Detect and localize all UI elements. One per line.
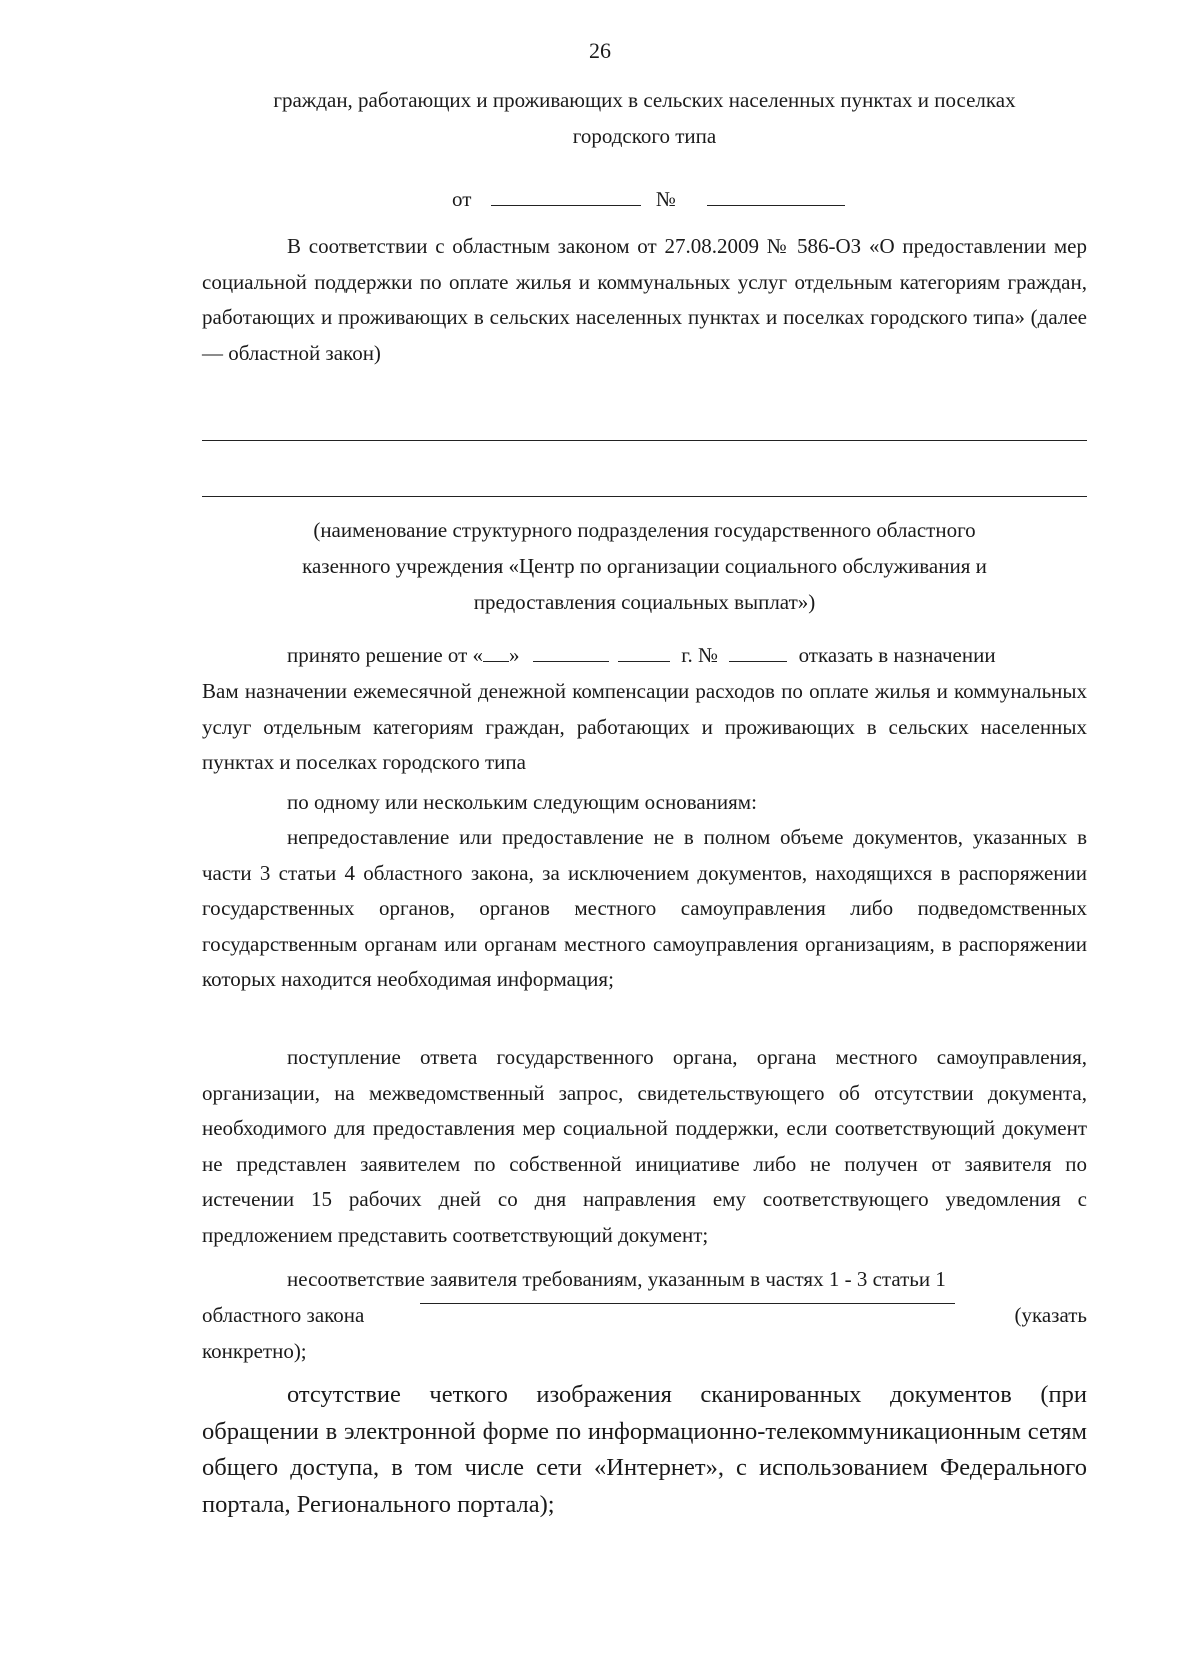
fill-line-1: [202, 440, 1087, 441]
decision-text-4: отказать в назначении: [798, 643, 996, 667]
number-blank: [707, 187, 845, 206]
ground-item-4: отсутствие четкого изображения сканированных документов (при обращении в электронной форме по информационно-телекоммуникационным сетям общего доступа, в том числе сети «Интернет», с использованием Федерального портала, Регионального портала);: [202, 1381, 1087, 1518]
month-blank: [533, 643, 609, 662]
caption-line-2: казенного учреждения «Центр по организации социального обслуживания и: [302, 554, 987, 578]
from-label: от: [452, 187, 472, 211]
ground-3-label: областного закона: [202, 1303, 365, 1327]
page-number: 26: [589, 38, 611, 63]
date-blank: [491, 187, 641, 206]
ground-3-tail: конкретно);: [202, 1339, 307, 1363]
intro-paragraph: В соответствии с областным законом от 27.08.2009 № 586-ОЗ «О предоставлении мер социальной поддержки по оплате жилья и коммунальных услуг отдельным категориям граждан, работающих и проживающих в сельских населенных пунктах и поселках городского типа» (далее — областной закон): [202, 234, 1087, 365]
ground-item-1: непредоставление или предоставление не в полном объеме документов, указанных в части 3 статьи 4 областного закона, за исключением документов, находящихся в распоряжении государственных органов, органов местного самоуправления либо подведомственных государственным органам или органам местного самоуправления организациям, в распоряжении которых находится необходимая информация;: [202, 825, 1087, 991]
ground-item-3-line-1: несоответствие заявителя требованиям, указанным в частях 1 - 3 статьи 1: [287, 1267, 946, 1291]
decision-continuation: Вам назначении ежемесячной денежной компенсации расходов по оплате жилья и коммунальных услуг отдельным категориям граждан, работающих и проживающих в сельских населенных пунктах и поселках городского типа: [202, 679, 1087, 774]
department-caption: [202, 512, 1087, 620]
specify-field-line: [420, 1303, 955, 1304]
caption-line-3: предоставления социальных выплат»): [473, 590, 816, 614]
title-line-1: граждан, работающих и проживающих в сельских населенных пунктах и поселках: [273, 88, 1016, 112]
fill-line-2: [202, 496, 1087, 497]
date-number-line: [452, 182, 845, 218]
decision-text-3: г. №: [681, 643, 719, 667]
number-label: №: [655, 187, 676, 211]
title-continuation: [202, 82, 1087, 154]
ground-3-hint: (указать: [1014, 1303, 1087, 1327]
year-blank: [618, 643, 670, 662]
decision-line: [287, 638, 996, 674]
decision-number-blank: [729, 643, 787, 662]
decision-text-2: »: [509, 643, 520, 667]
decision-text-1: принято решение от «: [287, 643, 484, 667]
ground-item-2: поступление ответа государственного органа, органа местного самоуправления, организации, на межведомственный запрос, свидетельствующего об отсутствии документа, необходимого для предоставления мер социальной поддержки, если соответствующий документ не представлен заявителем по собственной инициативе либо не получен от заявителя по истечении 15 рабочих дней со дня направления ему соответствующего уведомления с предложением представить соответствующий документ;: [202, 1045, 1087, 1247]
day-blank: [483, 643, 509, 662]
title-line-2: городского типа: [572, 124, 717, 148]
grounds-intro: по одному или нескольким следующим основаниям:: [287, 790, 757, 814]
caption-line-1: (наименование структурного подразделения государственного областного: [313, 518, 976, 542]
